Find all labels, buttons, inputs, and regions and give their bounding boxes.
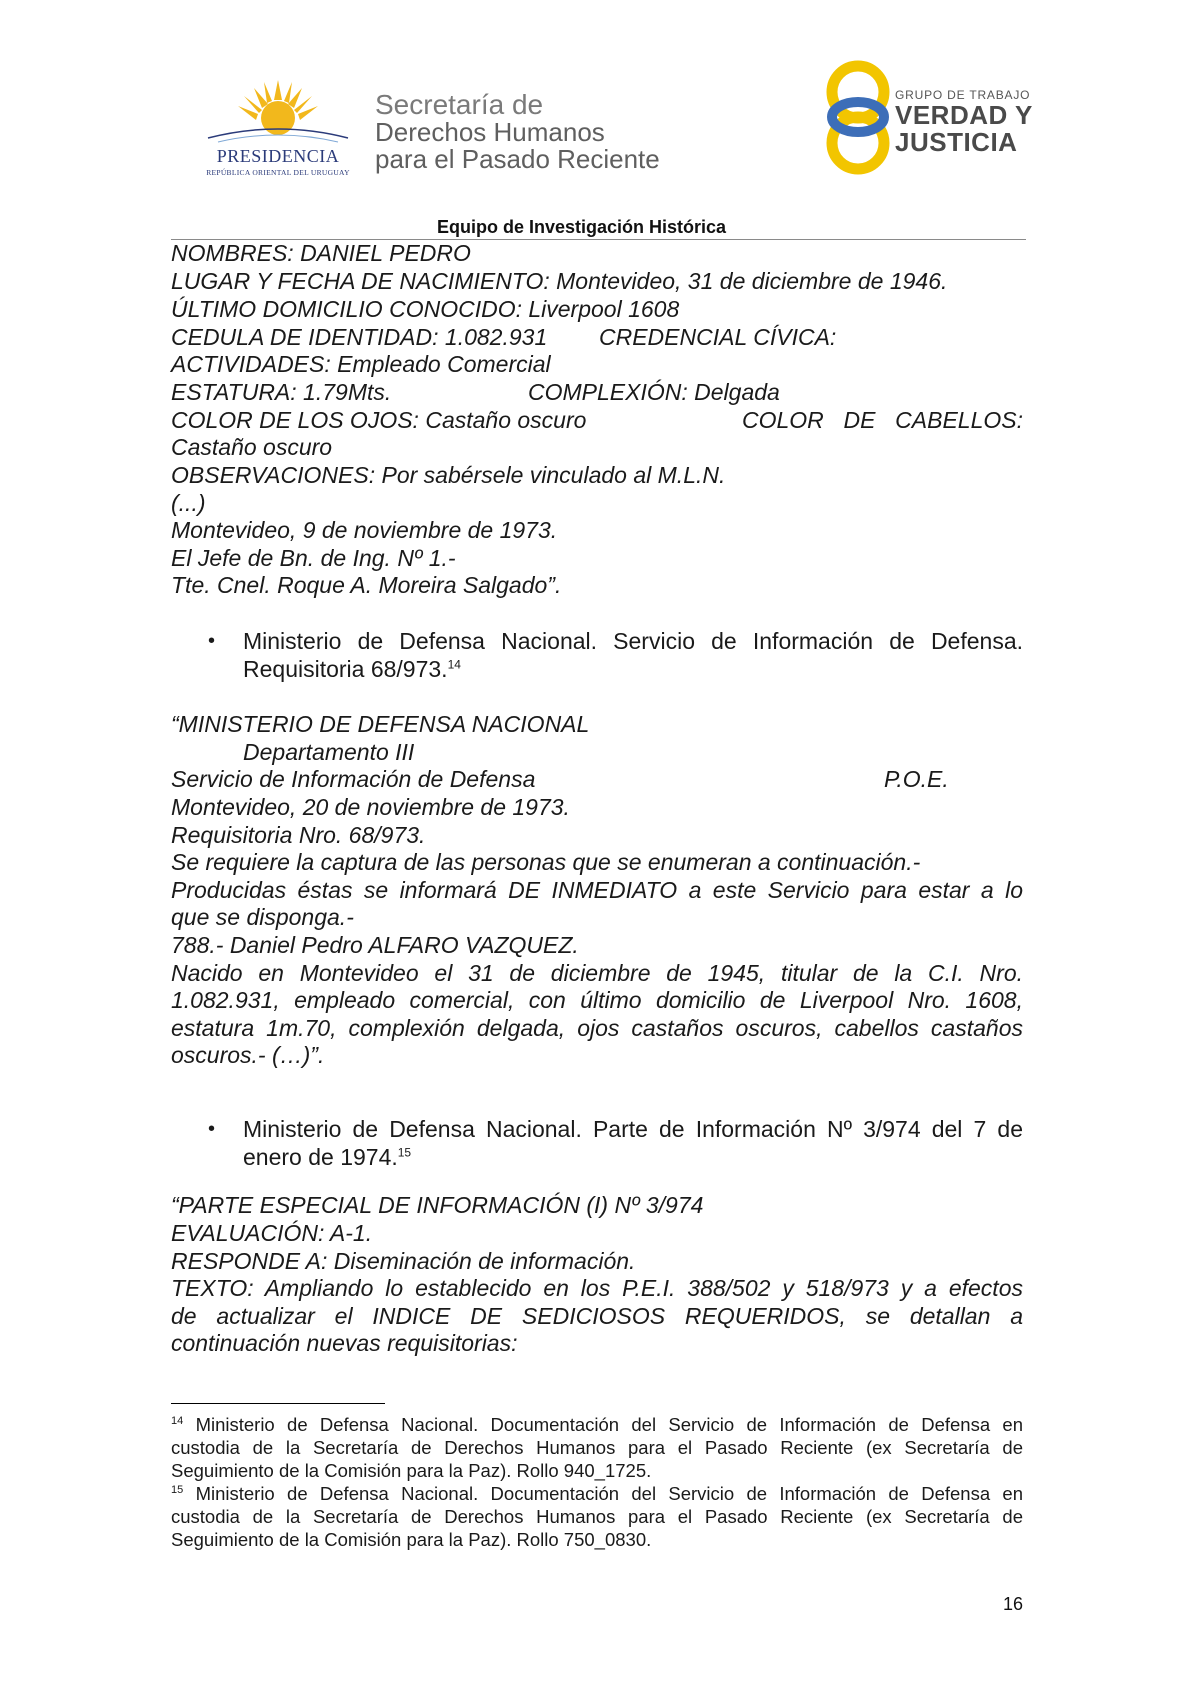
req-line-6: Se requiere la captura de las personas que se enumeran a continuación.- bbox=[171, 849, 921, 875]
footnote-15-number: 15 bbox=[171, 1483, 184, 1496]
footnote-14-text-3: Seguimiento de la Comisión para la Paz). Rollo 940_1725. bbox=[171, 1460, 652, 1481]
footnote-separator bbox=[171, 1403, 385, 1404]
req-line-5: Requisitoria Nro. 68/973. bbox=[171, 822, 426, 848]
bullet-1-text: Ministerio de Defensa Nacional. Servicio de Información de Defensa. bbox=[243, 628, 1023, 654]
presidencia-subtitle: REPÚBLICA ORIENTAL DEL URUGUAY bbox=[206, 168, 350, 177]
record-nombres: NOMBRES: DANIEL PEDRO bbox=[171, 240, 471, 266]
record-estatura: ESTATURA: 1.79Mts. bbox=[171, 379, 392, 405]
req-line-2: Departamento III bbox=[243, 739, 415, 765]
req-line-3a: Servicio de Información de Defensa bbox=[171, 766, 536, 792]
cabellos-word-1: COLOR bbox=[742, 407, 824, 433]
record-fecha: Montevideo, 9 de noviembre de 1973. bbox=[171, 517, 558, 543]
req-line-13: oscuros.- (…)”. bbox=[171, 1042, 325, 1068]
record-ellipsis: (...) bbox=[171, 490, 206, 516]
footnote-15-line-2 bbox=[171, 1505, 1023, 1528]
page-number: 16 bbox=[1003, 1594, 1024, 1614]
req-line-11: 1.082.931, empleado comercial, con último domicilio de Liverpool Nro. 1608, bbox=[171, 987, 1023, 1013]
bullet-2-line-1: Ministerio de Defensa Nacional. Parte de Información Nº 3/974 del 7 de bbox=[243, 1116, 1023, 1142]
record-jefe: El Jefe de Bn. de Ing. Nº 1.- bbox=[171, 545, 456, 571]
req-line-4: Montevideo, 20 de noviembre de 1973. bbox=[171, 794, 570, 820]
bullet-2-text-2: enero de 1974. bbox=[243, 1144, 398, 1170]
footnote-ref-14[interactable]: 14 bbox=[447, 657, 461, 672]
secretaria-line-3: para el Pasado Reciente bbox=[375, 144, 660, 174]
footnote-14-line-3 bbox=[171, 1459, 1023, 1482]
footnote-15-line-3 bbox=[171, 1528, 1023, 1551]
cabellos-word-3: CABELLOS: bbox=[895, 407, 1023, 433]
record-nacimiento: LUGAR Y FECHA DE NACIMIENTO: Montevideo, 31 de diciembre de 1946. bbox=[171, 268, 948, 294]
cabellos-word-2: DE bbox=[843, 407, 876, 433]
record-cabellos-value: Castaño oscuro bbox=[171, 434, 333, 460]
footnote-15 bbox=[171, 1482, 1023, 1551]
record-observaciones: OBSERVACIONES: Por sabérsele vinculado al M.L.N. bbox=[171, 462, 726, 488]
bullet-1-marker: • bbox=[208, 630, 216, 652]
req-line-9: 788.- Daniel Pedro ALFARO VAZQUEZ. bbox=[171, 932, 579, 958]
parte-line-2: EVALUACIÓN: A-1. bbox=[171, 1220, 373, 1246]
sun-emblem-icon bbox=[198, 80, 358, 150]
footnote-14-text-1: Ministerio de Defensa Nacional. Documentación del Servicio de Información de Defensa en bbox=[195, 1414, 1023, 1435]
bullet-1-line-2 bbox=[243, 656, 461, 683]
record-cedula: CEDULA DE IDENTIDAD: 1.082.931 bbox=[171, 324, 548, 350]
grupo-line-3: JUSTICIA bbox=[895, 127, 1018, 157]
footnote-ref-15[interactable]: 15 bbox=[397, 1145, 412, 1160]
parte-line-1: “PARTE ESPECIAL DE INFORMACIÓN (I) Nº 3/974 bbox=[171, 1192, 704, 1218]
record-ojos: COLOR DE LOS OJOS: Castaño oscuro bbox=[171, 407, 587, 433]
bullet-1-line-1 bbox=[243, 628, 1023, 655]
footnote-15-text-3: Seguimiento de la Comisión para la Paz). Rollo 750_0830. bbox=[171, 1529, 652, 1550]
secretaria-line-2: Derechos Humanos bbox=[375, 117, 605, 147]
secretaria-line-1: Secretaría de bbox=[375, 89, 544, 120]
parte-line-4: TEXTO: Ampliando lo establecido en los P.E.I. 388/502 y 518/973 y a efectos bbox=[171, 1275, 1023, 1301]
parte-line-5: de actualizar el INDICE DE SEDICIOSOS REQUERIDOS, se detallan a bbox=[171, 1303, 1023, 1329]
record-cabellos-label bbox=[742, 407, 1023, 434]
record-credencial: CREDENCIAL CÍVICA: bbox=[599, 324, 837, 350]
presidencia-logo bbox=[198, 80, 358, 180]
grupo-trabajo-title bbox=[895, 88, 1033, 156]
req-line-8: que se disponga.- bbox=[171, 904, 354, 930]
grupo-line-1: GRUPO DE TRABAJO bbox=[895, 88, 1031, 102]
secretaria-title bbox=[375, 90, 660, 173]
footnote-15-text-2: custodia de la Secretaría de Derechos Humanos para el Pasado Reciente (ex Secretaría de bbox=[171, 1506, 1023, 1527]
record-firma: Tte. Cnel. Roque A. Moreira Salgado”. bbox=[171, 572, 562, 598]
req-line-3b: P.O.E. bbox=[884, 766, 949, 792]
req-line-10: Nacido en Montevideo el 31 de diciembre de 1945, titular de la C.I. Nro. bbox=[171, 960, 1023, 986]
req-line-7: Producidas éstas se informará DE INMEDIATO a este Servicio para estar a lo bbox=[171, 877, 1023, 903]
bullet-2-line-2 bbox=[243, 1144, 411, 1171]
parte-line-3: RESPONDE A: Diseminación de información. bbox=[171, 1248, 636, 1274]
footnote-15-text-1: Ministerio de Defensa Nacional. Documentación del Servicio de Información de Defensa en bbox=[195, 1483, 1023, 1504]
record-domicilio: ÚLTIMO DOMICILIO CONOCIDO: Liverpool 1608 bbox=[171, 296, 680, 322]
record-complexion: COMPLEXIÓN: Delgada bbox=[528, 379, 780, 405]
footnote-14 bbox=[171, 1413, 1023, 1482]
team-title: Equipo de Investigación Histórica bbox=[437, 217, 727, 237]
presidencia-name: PRESIDENCIA bbox=[216, 146, 340, 166]
grupo-line-2: VERDAD Y bbox=[895, 100, 1033, 130]
bullet-2-marker: • bbox=[208, 1118, 216, 1140]
footnote-14-line-2 bbox=[171, 1436, 1023, 1459]
req-line-12: estatura 1m.70, complexión delgada, ojos castaños oscuros, cabellos castaños bbox=[171, 1015, 1023, 1041]
parte-line-6: continuación nuevas requisitorias: bbox=[171, 1330, 518, 1356]
footnote-14-number: 14 bbox=[171, 1414, 184, 1427]
record-actividades: ACTIVIDADES: Empleado Comercial bbox=[171, 351, 551, 377]
footnote-14-line-1 bbox=[171, 1413, 1023, 1436]
footnote-15-line-1 bbox=[171, 1482, 1023, 1505]
req-line-1: “MINISTERIO DE DEFENSA NACIONAL bbox=[171, 711, 590, 737]
bullet-1-text-2: Requisitoria 68/973. bbox=[243, 656, 448, 682]
footnote-14-text-2: custodia de la Secretaría de Derechos Humanos para el Pasado Reciente (ex Secretaría de bbox=[171, 1437, 1023, 1458]
